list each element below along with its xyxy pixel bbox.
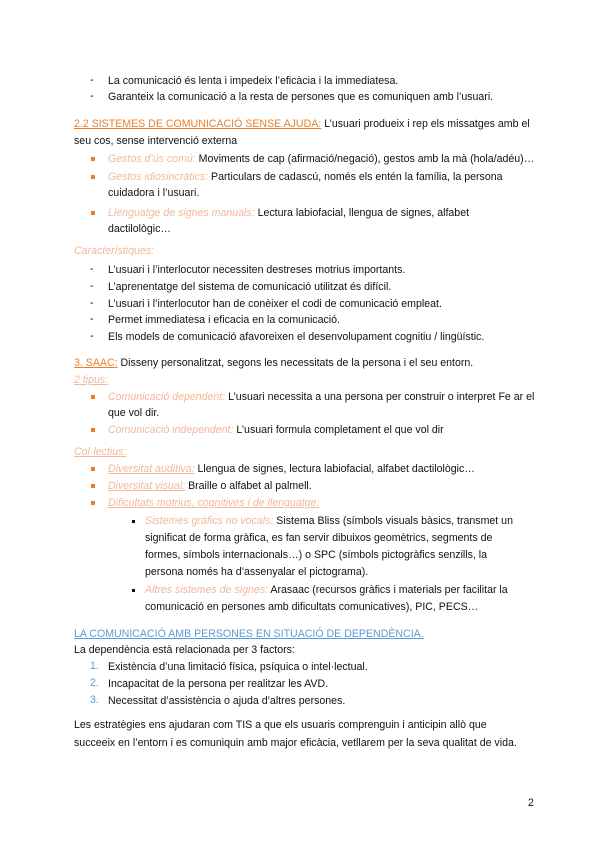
- item-label: Altres sistemes de signes:: [145, 584, 269, 596]
- item-text: Lectura labiofacial, llengua de signes, alfabet: [254, 207, 470, 219]
- item-label: Dificultats motrius, cognitives i de llenguatge:: [108, 497, 320, 509]
- dash-bullet: -: [90, 330, 94, 342]
- square-bullet: [91, 467, 95, 471]
- characteristic-4: Permet immediatesa i eficacia en la comunicació.: [108, 314, 340, 326]
- section-2-2-text-cont: seu cos, sense intervenció externa: [74, 135, 238, 147]
- item-text-cont: formes, símbols internacionals…) o SPC (símbols pictogràfics senzills, la: [145, 549, 488, 561]
- dificultats-item: [108, 496, 319, 510]
- item-label: Llenguatge de signes manuals:: [108, 207, 255, 219]
- section-2-2-text: L’usuari produeix i rep els missatges amb el: [321, 118, 530, 130]
- dependency-intro: La dependència està relacionada per 3 factors:: [74, 644, 295, 656]
- item-label: Gestos d’ús comú:: [108, 153, 196, 165]
- characteristics-heading: Característiques:: [74, 245, 155, 257]
- dash-bullet: -: [90, 74, 94, 86]
- factor-number: 1.: [90, 660, 99, 672]
- factor-3: Necessitat d’assistència o ajuda d’altres persones.: [108, 695, 346, 707]
- gestos-idiosincratics-item: [108, 170, 536, 184]
- characteristic-3: L’usuari i l’interlocutor han de conèixer el codi de comunicació empleat.: [108, 298, 442, 310]
- diversitat-auditiva-item: [108, 462, 475, 476]
- item-text: Particulars de cadascú, només els entén la família, la persona: [208, 171, 503, 183]
- factor-number: 2.: [90, 677, 99, 689]
- dash-bullet: -: [90, 280, 94, 292]
- dash-bullet: -: [90, 263, 94, 275]
- item-text: Llengua de signes, lectura labiofacial, alfabet dactilològic…: [194, 463, 475, 475]
- square-bullet: [91, 157, 95, 161]
- groups-heading: Col·lectius:: [74, 446, 127, 458]
- types-heading: 2 tipus:: [74, 374, 109, 386]
- characteristic-5: Els models de comunicació afavoreixen el desenvolupament cognitiu / lingüístic.: [108, 331, 485, 343]
- comunicacio-dependent-item: [108, 390, 534, 404]
- item-text: L’usuari necessita a una persona per construir o interpret Fe ar el: [225, 391, 535, 403]
- section-2-2-heading-line: [74, 117, 530, 131]
- square-bullet: [91, 175, 95, 179]
- comunicacio-independent-item: [108, 423, 444, 437]
- factor-2: Incapacitat de la persona per realitzar les AVD.: [108, 678, 329, 690]
- item-text: Sistema Bliss (símbols visuals bàsics, transmet un: [273, 515, 513, 527]
- dependency-heading: LA COMUNICACIÓ AMB PERSONES EN SITUACIÓ DE DEPENDÈNCIA.: [74, 628, 424, 640]
- square-bullet: [132, 520, 135, 523]
- sistemes-grafics-item: [145, 514, 536, 528]
- section-3-heading: 3. SAAC:: [74, 357, 118, 369]
- item-text: Moviments de cap (afirmació/negació), gestos amb la mà (hola/adéu)…: [195, 153, 535, 165]
- diversitat-visual-item: [108, 479, 312, 493]
- dash-bullet: -: [90, 313, 94, 325]
- section-2-2-heading: 2.2 SISTEMES DE COMUNICACIÓ SENSE AJUDA:: [74, 118, 322, 130]
- square-bullet: [132, 589, 135, 592]
- gestos-us-comu-item: [108, 152, 534, 166]
- item-text: Braille o alfabet al palmell.: [185, 480, 312, 492]
- section-3-heading-line: [74, 356, 473, 370]
- altres-sistemes-item: [145, 583, 508, 597]
- item-label: Comunicació independent:: [108, 424, 234, 436]
- intro-bullet-1: La comunicació és lenta i impedeix l’eficàcia i la immediatesa.: [108, 75, 399, 87]
- page-number: 2: [528, 797, 534, 809]
- section-3-text: Disseny personalitzat, segons les necessitats de la persona i el seu entorn.: [117, 357, 474, 369]
- item-label: Sistemes gràfics no vocals:: [145, 515, 274, 527]
- item-text-cont: significat de forma gràfica, es fan servir dibuixos geomètrics, segments de: [145, 532, 493, 544]
- factor-1: Existència d’una limitació física, psíquica o intel·lectual.: [108, 661, 368, 673]
- dash-bullet: -: [90, 297, 94, 309]
- characteristic-1: L’usuari i l’interlocutor necessiten destreses motrius importants.: [108, 264, 406, 276]
- item-text-cont: persona només ha d’assenyalar el pictograma).: [145, 566, 369, 578]
- closing-paragraph-2: succeeix en l’entorn i es comuniquin amb major eficàcia, vetllarem per la seva qualitat de vida.: [74, 737, 517, 749]
- item-text-cont: cuidadora i l’usuari.: [108, 187, 200, 199]
- item-label: Diversitat auditiva:: [108, 463, 195, 475]
- item-text-cont: comunicació en persones amb dificultats comunicatives), PIC, PECS…: [145, 601, 479, 613]
- item-text-cont: dactilològic…: [108, 223, 172, 235]
- characteristic-2: L’aprenentatge del sistema de comunicació utilitzat és difícil.: [108, 281, 392, 293]
- item-label: Diversitat visual:: [108, 480, 186, 492]
- square-bullet: [91, 211, 95, 215]
- intro-bullet-2: Garanteix la comunicació a la resta de persones que es comuniquen amb l’usuari.: [108, 91, 494, 103]
- llenguatge-signes-item: [108, 206, 469, 220]
- item-text: L’usuari formula completament el que vol dir: [233, 424, 444, 436]
- square-bullet: [91, 428, 95, 432]
- dash-bullet: -: [90, 90, 94, 102]
- item-text: Arasaac (recursos gràfics i materials per facilitar la: [268, 584, 508, 596]
- factor-number: 3.: [90, 694, 99, 706]
- item-label: Gestos idiosincràtics:: [108, 171, 209, 183]
- square-bullet: [91, 484, 95, 488]
- closing-paragraph-1: Les estratègies ens ajudaran com TIS a que els usuaris comprenguin i anticipin allò que: [74, 719, 487, 731]
- square-bullet: [91, 395, 95, 399]
- square-bullet: [91, 501, 95, 505]
- item-label: Comunicació dependent:: [108, 391, 226, 403]
- item-text-cont: que vol dir.: [108, 407, 160, 419]
